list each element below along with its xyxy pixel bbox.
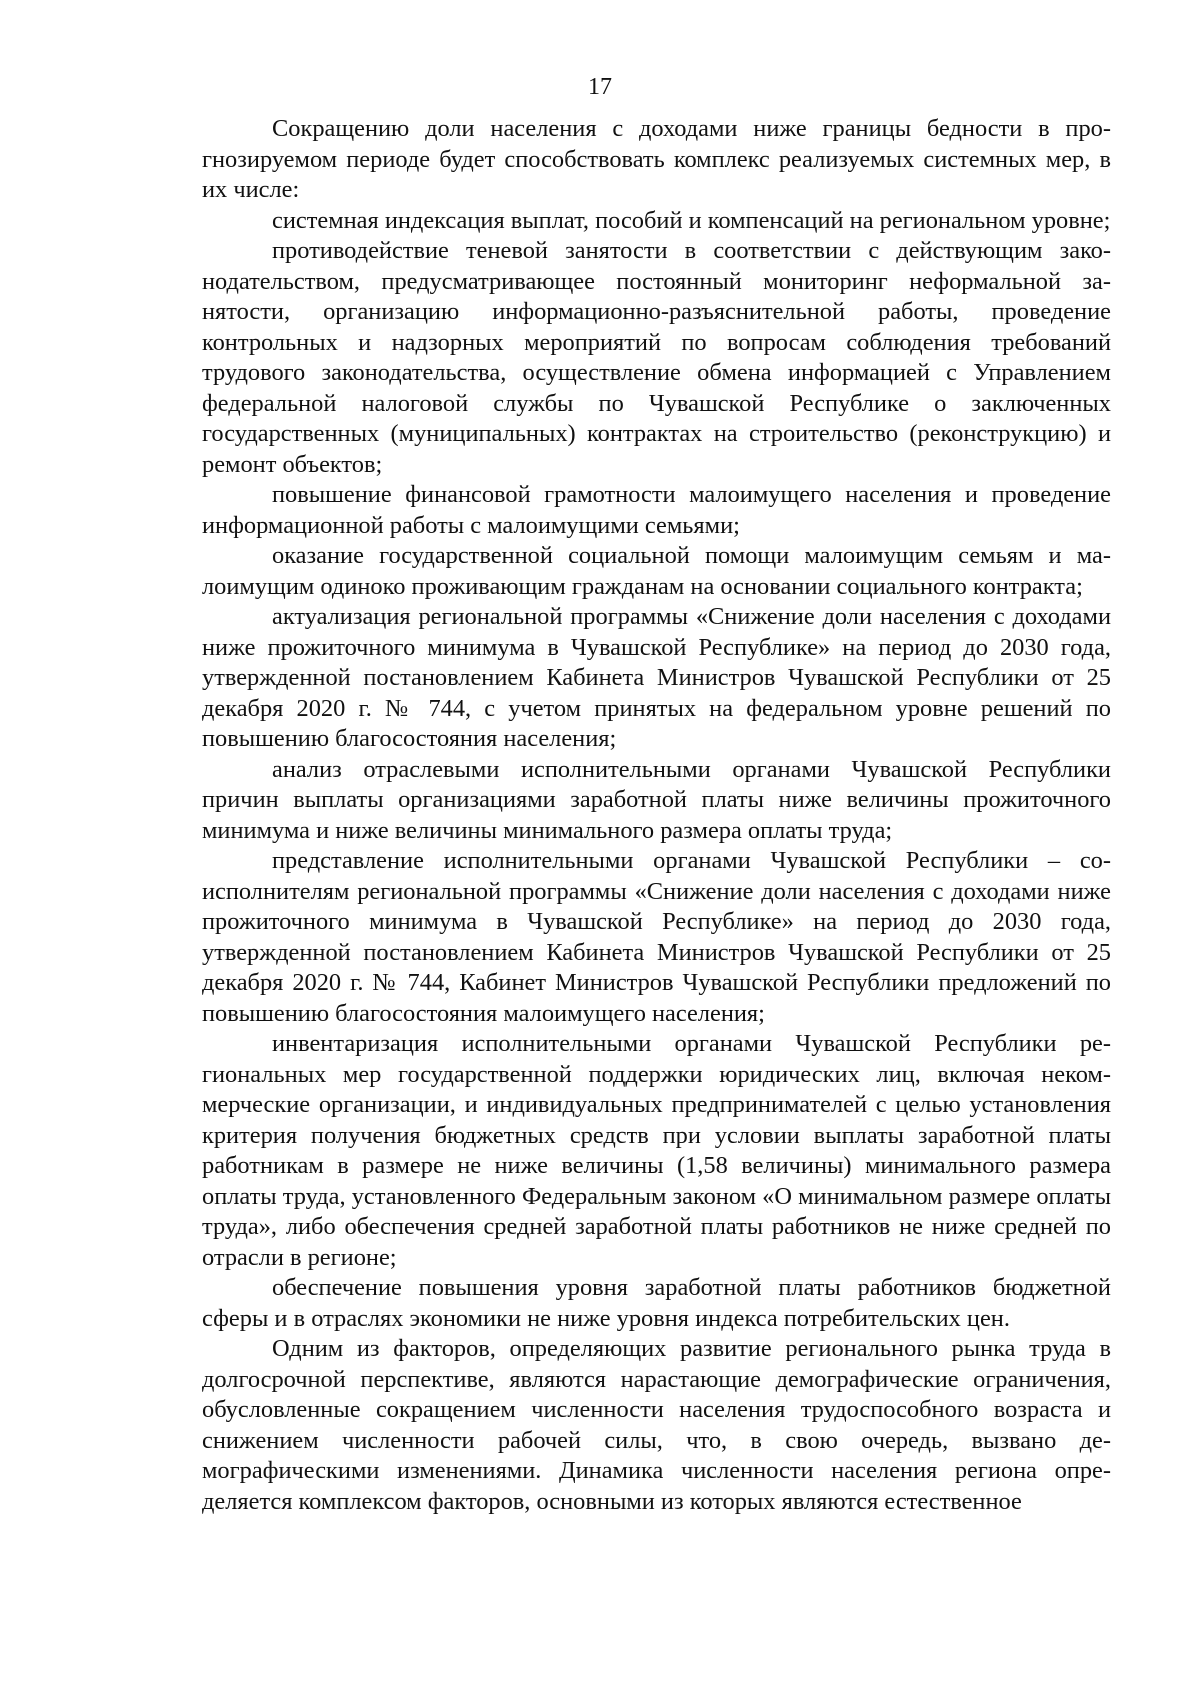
paragraph-program-update: актуализация региональной программы «Снижение доли населения с доходами ниже прожиточного минимума в Чувашской Республике» на период до 2030 года, утвержденной постановлением Кабинета Министров Чувашской Республики от 25 декабря 2020 г. № 744, с учетом принятых на федеральном уровне решений по повышению благосостояния населения; [202,603,1111,752]
paragraph-wage-analysis: анализ отраслевыми исполнительными органами Чувашской Республики причин выплаты организациями заработной платы ниже величины прожиточного минимума и ниже величины минимального размера оплаты труда; [202,755,1111,844]
paragraph-demographics: Одним из факторов, определяющих развитие регионального рынка труда в долгосрочной перспективе, являются нарастающие демографические ограничения, обусловленные сокращением численности населения трудоспособного возраста и снижением численности рабочей силы, что, в свою очередь, вызвано демографическими изменениями. Динамика численности населения региона определяется комплексом факторов, основными из которых являются естественное [202,1335,1111,1515]
paragraph-financial-literacy: повышение финансовой грамотности малоимущего населения и проведение информационной работы с малоимущими семьями; [202,481,1111,539]
page-number: 17 [588,74,612,100]
paragraph-proposals: представление исполнительными органами Чувашской Республики – соисполнителям региональной программы «Снижение доли населения с доходами ниже прожиточного минимума в Чувашской Республике» на период до 2030 года, утвержденной постановлением Кабинета Министров Чувашской Республики от 25 декабря 2020 г. № 744, Кабинет Министров Чувашской Республики предложений по повышению благосостояния малоимущего населения; [202,847,1111,1027]
paragraph-shadow-employment: противодействие теневой занятости в соответствии с действующим законодательством, предусматривающее постоянный мониторинг неформальной занятости, организацию информационно-разъяснительной работы, проведение контрольных и надзорных мероприятий по вопросам соблюдения требований трудового законодательства, осуществление обмена информацией с Управлением федеральной налоговой службы по Чувашской Республике о заключенных государственных (муниципальных) контрактах на строительство (реконструкцию) и ремонт объектов; [202,237,1111,478]
paragraph-wage-increase: обеспечение повышения уровня заработной платы работников бюджетной сферы и в отраслях экономики не ниже уровня индекса потребительских цен. [202,1274,1111,1332]
paragraph-intro: Сокращению доли населения с доходами ниже границы бедности в прогнозируемом периоде будет способствовать комплекс реализуемых системных мер, в их числе: [202,115,1111,203]
paragraph-inventory: инвентаризация исполнительными органами Чувашской Республики региональных мер государственной поддержки юридических лиц, включая некоммерческие организации, и индивидуальных предпринимателей с целью установления критерия получения бюджетных средств при условии выплаты заработной платы работникам в размере не ниже величины (1,58 величины) минимального размера оплаты труда, установленного Федеральным законом «О минимальном размере оплаты труда», либо обеспечения средней заработной платы работников не ниже средней по отрасли в регионе; [202,1030,1111,1271]
page-body [202,114,1111,1517]
paragraph-social-assistance: оказание государственной социальной помощи малоимущим семьям и малоимущим одиноко проживающим гражданам на основании социального контракта; [202,542,1111,600]
paragraph-indexation: системная индексация выплат, пособий и компенсаций на региональном уровне; [272,206,1111,234]
